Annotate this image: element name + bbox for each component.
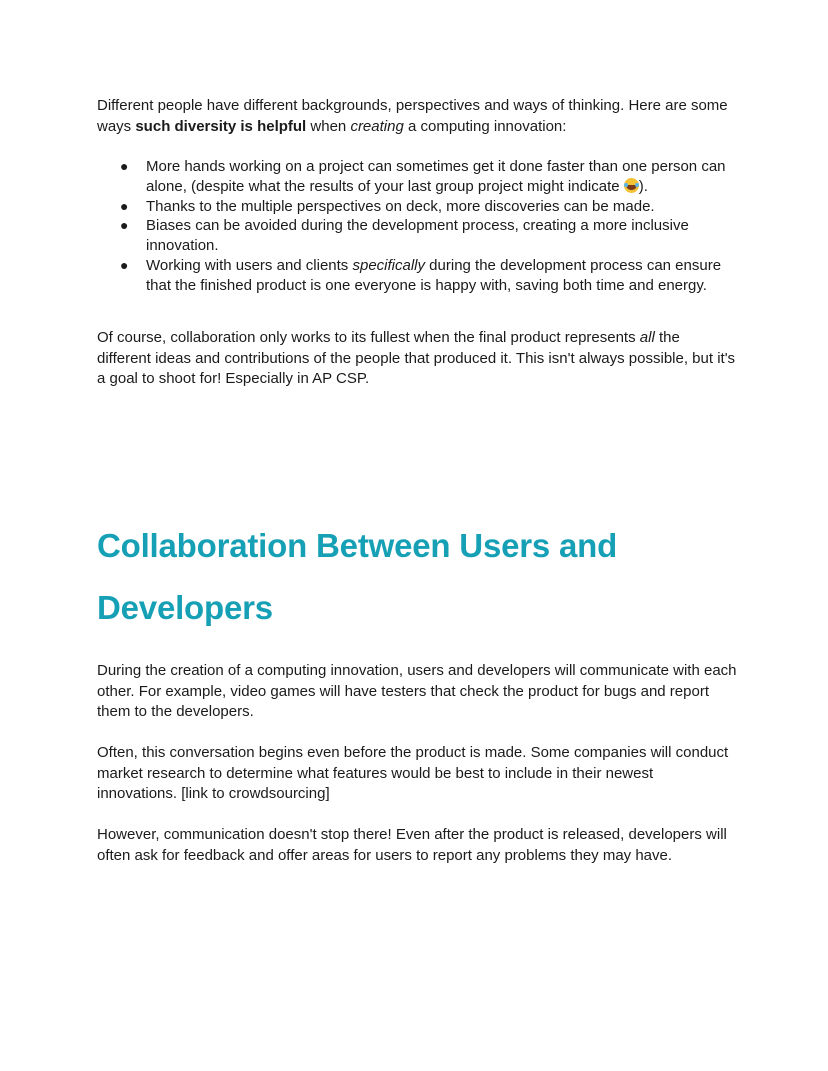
intro-paragraph-block	[97, 96, 737, 137]
conclusion-block	[97, 328, 737, 390]
intro-bold-text: such diversity is helpful	[135, 117, 307, 135]
section-body	[97, 661, 737, 887]
list-item-text: Thanks to the multiple perspectives on deck, more discoveries can be made.	[146, 197, 655, 215]
section-heading: Collaboration Between Users and Developers	[97, 527, 618, 626]
list-item-text: ).	[638, 177, 648, 195]
list-item	[120, 157, 740, 197]
conclusion-paragraph	[97, 328, 737, 390]
intro-paragraph	[97, 96, 737, 137]
conclusion-text: the different ideas and contributions of the people that produced it. This isn't always possible, but it's a goal to shoot for! Especially in AP CSP.	[97, 329, 736, 387]
list-item	[120, 197, 740, 217]
list-item-text: during the development process can ensure that the finished product is one everyone is happy with, saving both time and energy.	[146, 256, 722, 294]
bullet-icon: ●	[120, 217, 129, 234]
bullet-icon: ●	[120, 256, 129, 273]
benefits-list	[120, 157, 740, 296]
bullet-icon: ●	[120, 158, 129, 174]
list-item-text: Working with users and clients	[146, 256, 353, 274]
body-paragraph: During the creation of a computing innovation, users and developers will communicate with each other. For example, video games will have testers that check the product for bugs and report them to the developers.	[97, 662, 737, 720]
list-item-text: Biases can be avoided during the development process, creating a more inclusive innovation.	[146, 217, 689, 255]
list-item-italic-text: specifically	[352, 256, 426, 274]
body-paragraph: However, communication doesn't stop there! Even after the product is released, developers will often ask for feedback and offer areas for users to report any problems they may have.	[97, 826, 727, 864]
list-item	[120, 216, 740, 256]
body-paragraph: Often, this conversation begins even before the product is made. Some companies will conduct market research to determine what features would be best to include in their newest innovations. [link to crowdsourcing]	[97, 744, 729, 802]
conclusion-text: Of course, collaboration only works to its fullest when the final product represents	[97, 329, 640, 346]
conclusion-italic-text: all	[639, 329, 655, 346]
intro-text: when	[306, 117, 351, 135]
bullet-icon: ●	[120, 197, 129, 214]
list-item-text: More hands working on a project can sometimes get it done faster than one person can alone, (despite what the results of your last group project might indicate	[146, 158, 726, 195]
intro-text: Different people have different backgrounds, perspectives and ways of thinking. Here are some ways	[97, 97, 728, 135]
list-item	[120, 256, 740, 296]
intro-text: a computing innovation:	[403, 117, 567, 135]
intro-italic-text: creating	[350, 117, 404, 135]
laughing-tears-emoji-icon	[624, 178, 639, 193]
